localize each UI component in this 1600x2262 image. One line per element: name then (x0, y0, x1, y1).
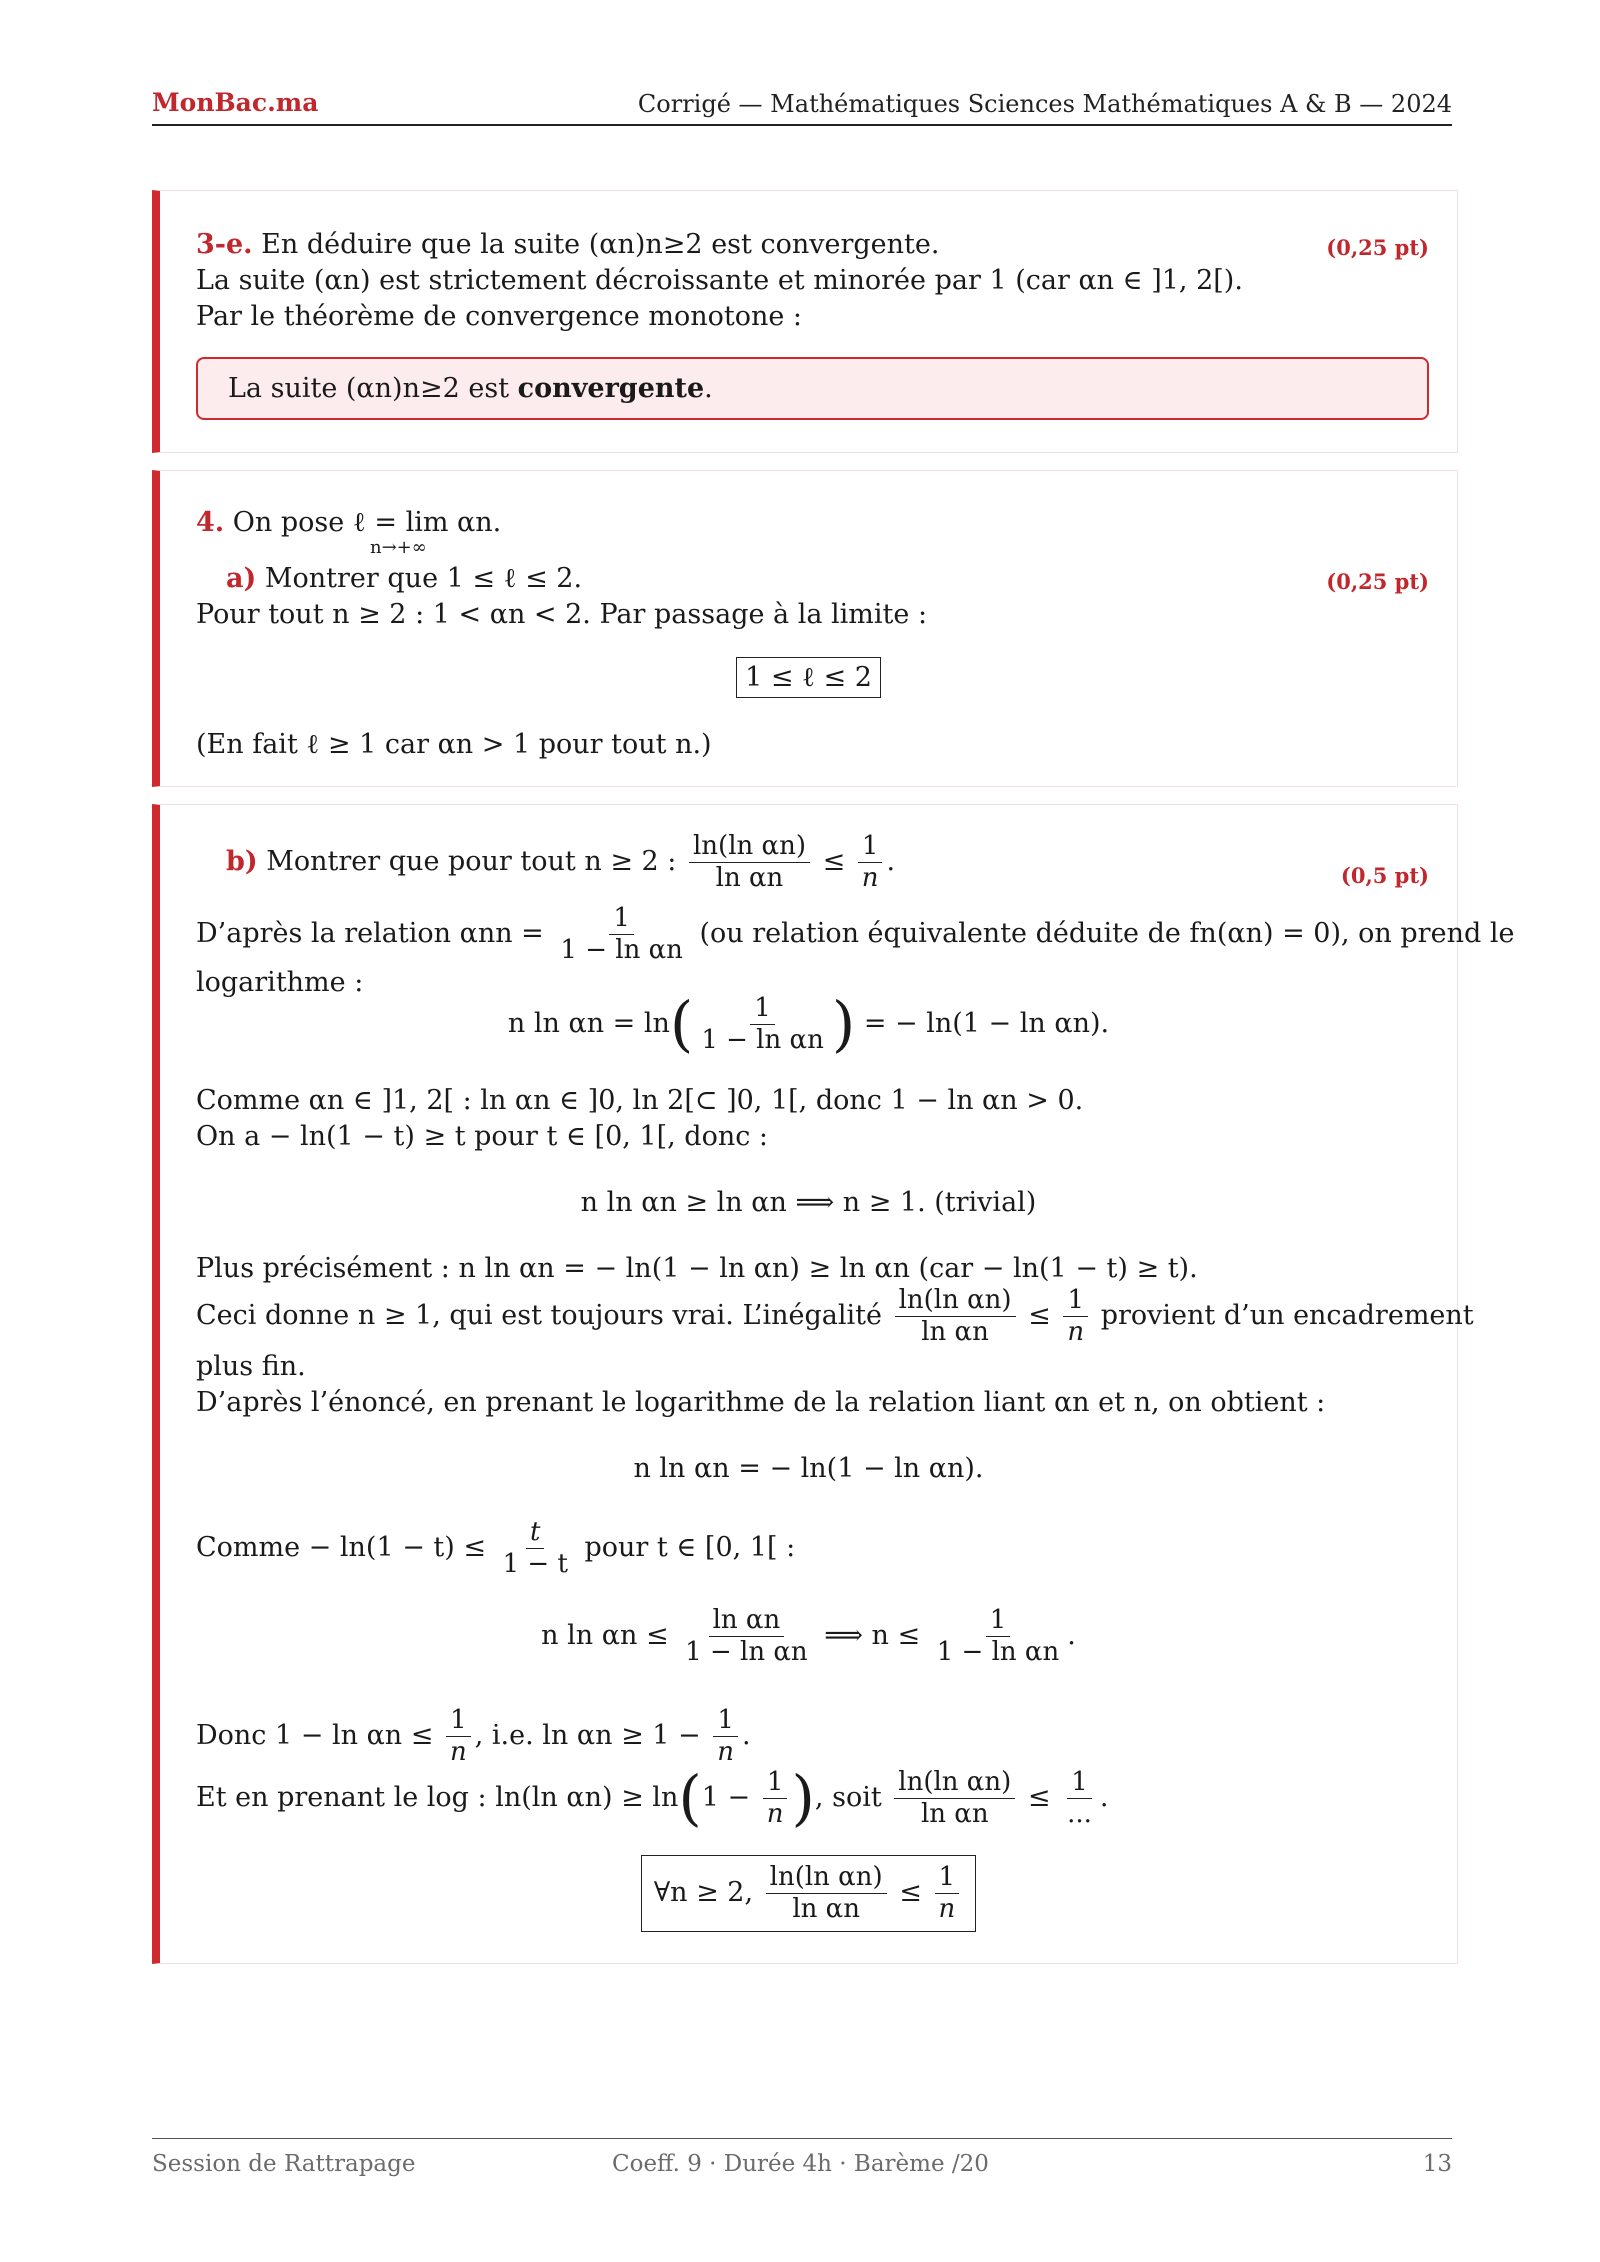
footer-session: Session de Rattrapage (152, 2151, 416, 2177)
log-line: Et en prenant le log : ln(ln αn) ≥ ln(1 − $\frac{1}{n}$ ), soit $\frac{\text{ln(ln αn)}}{\text{ln αn}}$ ≤ $\frac{1}{...}$ . (196, 1763, 1109, 1834)
text-line: Pour tout n ≥ 2 : 1 < αn < 2. Par passage à la limite : (196, 599, 928, 630)
question-prompt: Montrer que pour tout n ≥ 2 : (266, 846, 677, 878)
conclusion-end: . (704, 373, 713, 404)
brand-name: MonBac.ma (152, 88, 319, 117)
points-badge: (0,25 pt) (1326, 235, 1429, 260)
text-line: On a − ln(1 − t) ≥ t pour t ∈ [0, 1[, donc : (196, 1121, 769, 1152)
comparison-line: Comme − ln(1 − t) ≤ $\frac{t}{1 - t}$ pour t ∈ [0, 1[ : (196, 1517, 796, 1580)
page-number: 13 (1422, 2151, 1452, 2177)
text-line: logarithme : (196, 967, 364, 998)
text-line: Plus précisément : n ln αn = − ln(1 − ln αn) ≥ ln αn (car − ln(1 − t) ≥ t). (196, 1253, 1198, 1284)
relation-line: D’après la relation αnn = $\frac{1}{\text{1 − ln αn}}$ (ou relation équivalente déduite de fn(αn) = 0), on prend le (196, 903, 1515, 966)
points-badge: (0,25 pt) (1326, 569, 1429, 594)
final-boxed-formula: ∀n ≥ 2, $\frac{\text{ln(ln αn)}}{\text{ln αn}}$ ≤ $\frac{1}{n}$ (641, 1855, 976, 1932)
limit-subscript: n→+∞ (370, 537, 427, 558)
question-4a (226, 563, 582, 594)
note-line: (En fait ℓ ≥ 1 car αn > 1 pour tout n.) (196, 729, 712, 760)
boxed-result (160, 657, 1457, 698)
question-prompt: Montrer que 1 ≤ ℓ ≤ 2. (264, 563, 583, 594)
section-3e (152, 190, 1458, 453)
sub-label: a) (226, 563, 257, 594)
footer-info: Coeff. 9 · Durée 4h · Barème /20 (612, 2151, 989, 2177)
conclusion-bold: convergente (517, 373, 705, 404)
equation: n ln αn = ln( $\frac{1}{\text{1 − ln αn}}$ ) = − ln(1 − ln αn). (507, 989, 1110, 1060)
equation: n ln αn = − ln(1 − ln αn). (633, 1453, 984, 1484)
fraction: $\frac{1}{n}$ (858, 831, 883, 894)
boxed-formula: 1 ≤ ℓ ≤ 2 (736, 657, 881, 698)
fraction: $\frac{\text{ln(ln αn)}}{\text{ln αn}}$ (689, 831, 810, 894)
section-4a (152, 470, 1458, 787)
sub-label: b) (226, 846, 258, 878)
question-4 (196, 507, 501, 538)
text-line: D’après l’énoncé, en prenant le logarithme de la relation liant αn et n, on obtient : (196, 1387, 1326, 1418)
question-prompt: En déduire que la suite (αn)n≥2 est convergente. (261, 229, 940, 260)
section-4b (152, 804, 1515, 1964)
text-line: Comme αn ∈ ]1, 2[ : ln αn ∈ ]0, ln 2[⊂ ]0, 1[, donc 1 − ln αn > 0. (196, 1085, 1084, 1116)
text-line: plus fin. (196, 1351, 306, 1382)
page-header (152, 88, 1452, 126)
question-4b: b) Montrer que pour tout n ≥ 2 : $\frac{\text{ln(ln αn)}}{\text{ln αn}}$ ≤ $\frac{1}{n}$ . (226, 831, 896, 894)
conclusion-text: La suite (αn)n≥2 est (228, 373, 518, 404)
text-line: Par le théorème de convergence monotone : (196, 301, 802, 332)
points-badge: (0,5 pt) (1340, 863, 1429, 888)
fraction: $\frac{1}{\text{1 − ln αn}}$ (560, 903, 683, 966)
equation: n ln αn ≤ $\frac{\text{ln αn}}{\text{1 − ln αn}}$ ⟹ n ≤ $\frac{1}{\text{1 − ln αn}}$ . (541, 1605, 1076, 1668)
page-footer (152, 2138, 1452, 2177)
equation: n ln αn ≥ ln αn ⟹ n ≥ 1. (trivial) (580, 1187, 1037, 1218)
question-3e (196, 229, 939, 260)
conclusion-box (196, 357, 1429, 420)
question-label: 4. (196, 507, 225, 538)
text-line: La suite (αn) est strictement décroissante et minorée par 1 (car αn ∈ ]1, 2[). (196, 265, 1243, 296)
final-result (160, 1855, 1457, 1932)
header-title: Corrigé — Mathématiques Sciences Mathématiques A & B — 2024 (637, 90, 1452, 118)
inequality-line: Ceci donne n ≥ 1, qui est toujours vrai. L’inégalité $\frac{\text{ln(ln αn)}}{\text{ln αn}}$ ≤ $\frac{1}{n}$ provient d’un encadrement (196, 1285, 1474, 1348)
question-label: 3-e. (196, 229, 253, 260)
deduction-line: Donc 1 − ln αn ≤ $\frac{1}{n}$ , i.e. ln αn ≥ 1 − $\frac{1}{n}$ . (196, 1705, 751, 1768)
question-intro: On pose ℓ = lim αn. (232, 507, 502, 538)
